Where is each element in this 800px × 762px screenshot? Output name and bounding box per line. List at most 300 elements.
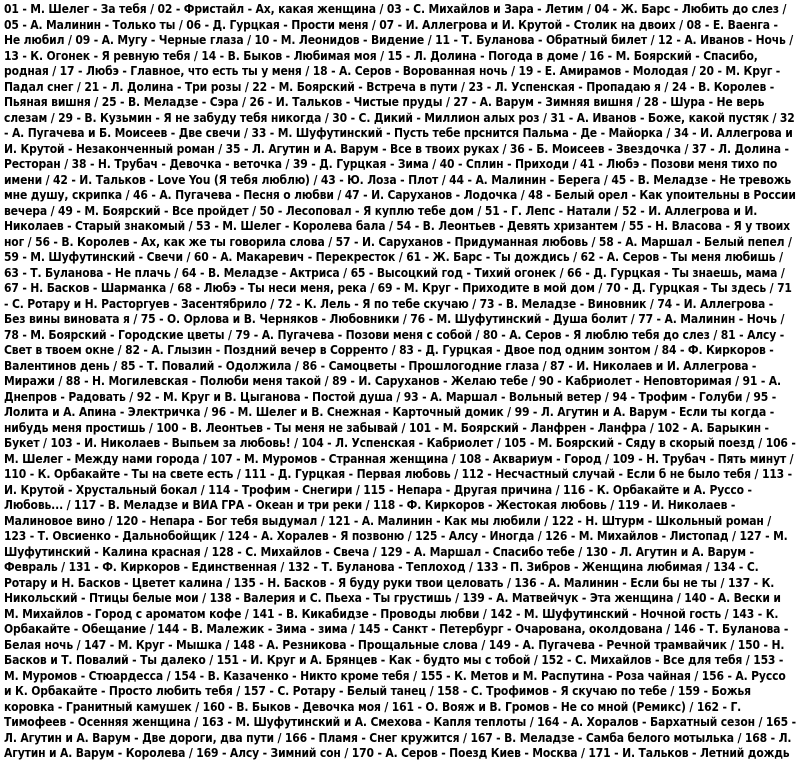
track-title: А. Мугу - Черные глаза	[101, 33, 244, 47]
track-number-separator: -	[643, 219, 656, 233]
track-item	[35, 235, 336, 249]
track-number-separator: -	[607, 544, 620, 559]
track-title: С. Ротару и Н. Басков - Цветет калина	[4, 560, 759, 590]
track-number-separator: -	[627, 389, 639, 404]
track-number: 163	[201, 715, 224, 729]
track-number-separator: -	[196, 668, 208, 683]
track-title: А. Малинин - Только ты	[30, 17, 176, 32]
track-item	[470, 731, 744, 745]
track-number: 84	[661, 343, 677, 357]
track-number-separator: -	[232, 451, 245, 466]
track-title: С. Ротару и Н. Расторгуев - Засентябрило	[11, 296, 267, 311]
track-number: 79	[235, 327, 251, 342]
track-number-separator: -	[210, 219, 223, 233]
track-separator: /	[766, 281, 778, 295]
track-title: В. Меладзе - Сэра	[127, 95, 239, 109]
track-number-separator: -	[595, 250, 607, 264]
track-item	[409, 421, 657, 435]
track-number: 148	[232, 637, 255, 652]
track-title: О. Орлова и В. Черняков - Любовники	[167, 312, 400, 326]
track-separator: /	[442, 95, 454, 109]
track-item	[301, 436, 504, 450]
track-number: 23	[468, 79, 484, 94]
track-number: 166	[284, 730, 307, 745]
track-number-separator: -	[706, 591, 718, 605]
track-number-separator: -	[424, 312, 437, 326]
track-title: А. Серов - Поезд Киев - Москва	[385, 746, 578, 760]
track-title: А. Маршал - Белый пепел	[625, 234, 785, 249]
track-separator: /	[57, 560, 69, 574]
track-number-separator: -	[249, 529, 261, 543]
track-separator: /	[721, 606, 733, 621]
track-number-separator: -	[402, 48, 414, 63]
track-number-separator: -	[626, 172, 638, 187]
track-separator: /	[750, 467, 762, 481]
track-number: 27	[453, 95, 469, 109]
track-separator: /	[376, 48, 388, 63]
track-separator: /	[754, 436, 766, 450]
track-title: И. Крутой - Хрустальный бокал	[4, 482, 198, 497]
track-separator: /	[47, 203, 59, 218]
track-item	[378, 281, 606, 295]
track-number: 78	[4, 327, 19, 342]
track-title: П. Зибров - Женщина любимая	[510, 560, 703, 574]
track-separator: /	[728, 529, 740, 543]
track-number: 149	[488, 637, 511, 652]
track-separator: /	[468, 296, 480, 311]
track-title: Алсу - Свет в твоем окне	[4, 327, 785, 357]
track-number-separator: -	[274, 203, 286, 218]
track-number-separator: -	[266, 467, 278, 481]
track-title: В. Быков - Девочка моя	[236, 699, 381, 714]
track-title: Д. Гурцкая - Прости меня	[212, 17, 369, 32]
track-number-separator: -	[468, 95, 480, 109]
track-number-separator: -	[90, 560, 103, 574]
track-number-separator: -	[224, 699, 237, 714]
track-separator: /	[339, 265, 351, 280]
track-number: 77	[638, 312, 653, 326]
track-separator: /	[48, 64, 60, 78]
track-title: Т. Овсиенко - Дальнобойщик	[37, 529, 217, 543]
track-number-separator: -	[735, 560, 747, 574]
track-number-separator: -	[4, 126, 12, 140]
track-title: В. Быков - Любимая моя	[227, 48, 377, 63]
track-number-separator: -	[350, 234, 362, 249]
track-number: 119	[617, 498, 640, 512]
track-title: И. Аллегрова и И. Крутой - Незаконченный роман	[4, 126, 793, 156]
track-title: Лолита и А. Апина - Электричка	[4, 405, 201, 419]
track-item	[121, 359, 303, 373]
track-number: 16	[589, 48, 605, 63]
track-title: И. Саруханов - Придуманная любовь	[361, 234, 588, 249]
track-number-separator: -	[347, 110, 359, 125]
track-number-separator: -	[265, 684, 278, 698]
track-separator: /	[347, 622, 359, 636]
track-title: И. Круг и А. Брянцев - Как - будто мы с тобой	[250, 653, 531, 667]
track-title: А. Малинин - Берега	[475, 172, 601, 187]
track-number-separator: -	[385, 482, 397, 497]
track-number-separator: -	[437, 529, 449, 543]
track-number-separator: -	[335, 172, 348, 187]
track-number: 165	[765, 715, 789, 729]
track-separator: /	[742, 653, 754, 667]
track-number: 104	[301, 436, 324, 450]
track-number: 65	[350, 265, 366, 280]
track-separator: /	[182, 250, 194, 264]
track-number: 29	[58, 110, 73, 125]
track-number: 129	[380, 544, 403, 559]
track-title: К. Лель - Я по тебе скучаю	[303, 296, 469, 311]
track-number: 09	[75, 33, 91, 47]
track-number-separator: -	[639, 498, 652, 512]
track-number: 12	[658, 33, 673, 47]
track-number: 116	[563, 482, 586, 497]
track-separator: /	[243, 33, 255, 47]
track-separator: /	[233, 467, 245, 481]
track-number: 131	[68, 560, 91, 574]
track-item	[594, 2, 786, 16]
track-title: Д. Гурцкая - Ты здесь	[632, 281, 767, 295]
track-number: 153	[753, 653, 776, 667]
track-item	[380, 545, 585, 559]
track-number-separator: -	[191, 281, 204, 295]
track-item	[396, 219, 629, 233]
track-number: 107	[210, 451, 233, 466]
track-item	[332, 374, 539, 388]
track-item	[116, 514, 328, 528]
track-number: 20	[699, 64, 714, 78]
track-item	[453, 95, 644, 109]
track-separator: /	[526, 715, 538, 729]
track-number-separator: -	[240, 141, 252, 156]
track-separator: /	[114, 343, 126, 357]
track-separator: /	[47, 110, 59, 125]
track-number-separator: -	[317, 358, 329, 373]
track-number: 39	[292, 157, 308, 171]
track-number: 112	[461, 467, 484, 481]
track-separator: /	[477, 637, 489, 652]
track-title: С. Дикий - Миллион алых роз	[358, 110, 540, 125]
track-title: Кабриолет - Неповторимая	[565, 374, 732, 388]
track-item	[352, 746, 589, 760]
track-title: К. Никольский - Птицы белые мои	[4, 575, 775, 605]
track-item	[4, 266, 182, 280]
track-number-separator: -	[672, 33, 685, 47]
track-title: М. Шуфутинский - Ночной гость	[523, 606, 722, 621]
track-title: Непара - Другая причина	[396, 482, 553, 497]
track-number: 168	[744, 730, 768, 745]
track-item	[125, 343, 399, 357]
track-title: В. Казаченко - Никто кроме тебя	[207, 668, 410, 683]
track-number-separator: -	[26, 529, 38, 543]
track-item	[485, 204, 622, 218]
track-number-separator: -	[49, 234, 62, 249]
track-title: А. Малинин - Если бы не ты	[548, 575, 717, 590]
track-number: 102	[657, 420, 680, 435]
track-separator: /	[646, 420, 658, 435]
track-title: И. Аллегрова и И. Крутой - Столик на двоих	[405, 17, 676, 32]
track-title: М. Круг - Падал снег	[4, 64, 781, 94]
track-number-separator: -	[497, 327, 510, 342]
track-number: 103	[50, 436, 73, 450]
track-item	[288, 560, 477, 574]
track-number: 145	[358, 622, 381, 636]
track-number-separator: -	[309, 560, 322, 574]
track-title: К. Орбакайте - Ты на свете есть	[37, 467, 234, 481]
track-number: 151	[216, 653, 239, 667]
track-separator: /	[459, 730, 471, 745]
track-number: 96	[211, 405, 227, 419]
track-title: О. Вояж и В. Громов - Не со мной (Ремикс)	[425, 699, 686, 714]
track-number: 100	[156, 420, 179, 435]
track-title: М. Леонидов - Видение	[280, 33, 425, 47]
track-separator: /	[90, 95, 102, 109]
track-number-separator: -	[238, 653, 251, 667]
track-number: 117	[74, 498, 97, 512]
track-number-separator: -	[634, 451, 647, 466]
track-number-separator: -	[264, 95, 276, 109]
track-number-separator: -	[266, 126, 278, 140]
track-title: М. Круг - Мышка	[117, 637, 222, 652]
track-title: И. Николаев и И. Аллегрова - Миражи	[4, 358, 757, 388]
track-separator: /	[646, 296, 658, 311]
track-number: 17	[59, 64, 75, 78]
track-number-separator: -	[18, 2, 31, 16]
track-title: Н. Басков - Я буду руки твои целовать	[267, 575, 504, 590]
track-separator: /	[301, 64, 313, 78]
track-item	[157, 622, 358, 636]
track-separator: /	[768, 110, 780, 125]
track-number-separator: -	[676, 343, 688, 357]
track-number-separator: -	[431, 420, 443, 435]
track-title: М. Муромов - Стюардесса	[4, 668, 163, 683]
track-number: 122	[551, 513, 574, 528]
track-title: Ж. Барс - Ты дождись	[432, 250, 570, 264]
track-title: А. Маршал - Вольный ветер	[430, 389, 602, 404]
track-number: 93	[403, 389, 419, 404]
track-separator: /	[742, 389, 754, 404]
track-number: 68	[177, 281, 192, 295]
track-item	[196, 219, 396, 233]
track-item	[581, 250, 783, 264]
track-separator: /	[266, 296, 278, 311]
track-title: М. Боярский - Встреча в пути	[278, 79, 458, 94]
track-title: А. Глызин - Поздний вечер в Сорренто	[151, 343, 389, 357]
track-title: Н. Трубач - Девочка - веточка	[97, 157, 282, 171]
track-item	[174, 669, 421, 683]
track-number: 136	[514, 575, 537, 590]
track-title: Алсу - Иногда	[448, 529, 535, 543]
track-item	[249, 95, 453, 109]
track-number: 108	[459, 451, 482, 466]
track-item	[177, 281, 377, 295]
track-separator: /	[200, 405, 212, 419]
track-number-separator: -	[563, 653, 575, 667]
track-number: 47	[344, 188, 360, 202]
track-title: Т. Буланова - Белая ночь	[4, 622, 789, 652]
track-number: 113	[761, 467, 785, 481]
track-separator: /	[503, 405, 515, 419]
track-number: 127	[739, 529, 762, 543]
track-separator: /	[24, 234, 36, 249]
track-number: 170	[351, 746, 374, 760]
track-separator: /	[498, 141, 510, 156]
track-number: 95	[753, 389, 769, 404]
track-separator: /	[369, 544, 381, 559]
track-item	[84, 638, 233, 652]
track-number-separator: -	[172, 2, 184, 16]
track-separator: /	[145, 420, 157, 435]
track-number-separator: -	[74, 64, 86, 78]
track-number-separator: -	[411, 219, 423, 233]
track-number: 06	[186, 17, 201, 32]
track-item	[313, 64, 519, 78]
track-title: В. Кикабидзе - Проводы любви	[285, 606, 480, 621]
track-number: 41	[580, 157, 595, 171]
track-number: 99	[514, 405, 530, 419]
track-title: Л. Долина - Ресторан	[4, 141, 789, 171]
track-number-separator: -	[233, 544, 246, 559]
track-separator: /	[385, 219, 397, 233]
track-item	[252, 607, 490, 621]
track-item	[552, 514, 771, 528]
track-item	[435, 33, 658, 47]
track-number-separator: -	[208, 250, 221, 264]
track-number-separator: -	[231, 591, 244, 605]
track-number-separator: -	[706, 141, 719, 156]
track-title: Б. Моисеев - Звездочка	[536, 141, 681, 156]
track-title: И. Саруханов - Желаю тебе	[358, 374, 528, 388]
track-item	[50, 436, 301, 450]
track-item	[182, 266, 351, 280]
track-number: 133	[476, 560, 499, 574]
track-separator: /	[754, 715, 766, 729]
track-separator: /	[397, 420, 409, 435]
track-number: 135	[233, 575, 256, 590]
track-number-separator: -	[18, 265, 31, 280]
track-number-separator: -	[510, 637, 523, 652]
track-number-separator: -	[533, 64, 545, 78]
track-separator: /	[777, 265, 785, 280]
track-number: 67	[4, 281, 19, 295]
track-number-separator: -	[72, 203, 85, 218]
track-number-separator: -	[604, 48, 616, 63]
track-title: М. Круг и В. Цыганова - Постой душа	[162, 389, 393, 404]
track-separator: /	[503, 575, 515, 590]
track-separator: /	[517, 188, 529, 202]
track-number: 25	[101, 95, 117, 109]
track-item	[351, 266, 567, 280]
track-separator: /	[600, 172, 612, 187]
track-item	[392, 700, 697, 714]
track-item	[255, 33, 436, 47]
track-number: 157	[243, 684, 266, 698]
track-number-separator: -	[226, 405, 238, 419]
track-item	[332, 111, 550, 125]
track-separator: /	[450, 467, 462, 481]
track-number: 57	[335, 234, 351, 249]
track-separator: /	[479, 606, 491, 621]
track-title: А. Маршал - Спасибо тебе	[413, 544, 575, 559]
track-separator: /	[122, 188, 134, 202]
track-number-separator: -	[585, 482, 597, 497]
track-item	[537, 715, 766, 729]
track-number-separator: -	[255, 637, 267, 652]
track-number-separator: -	[652, 312, 665, 326]
track-item	[58, 111, 332, 125]
track-separator: /	[42, 172, 54, 187]
track-item	[321, 173, 449, 187]
track-item	[4, 328, 235, 342]
track-title: А. Хоралов - Бархатный сезон	[570, 715, 755, 729]
track-title: Н. Басков и Т. Повалий - Ты далеко	[4, 637, 785, 667]
track-item	[449, 173, 611, 187]
track-item	[4, 467, 244, 481]
track-separator: /	[587, 234, 599, 249]
track-item	[420, 669, 701, 683]
track-number: 164	[537, 715, 560, 729]
track-number: 40	[439, 157, 455, 171]
track-number: 91	[742, 374, 758, 388]
track-separator: /	[601, 389, 613, 404]
track-separator: /	[675, 17, 687, 32]
track-number-separator: -	[151, 389, 163, 404]
track-separator: /	[395, 250, 407, 264]
track-number-separator: -	[250, 327, 262, 342]
track-item	[211, 405, 514, 419]
track-item	[302, 359, 550, 373]
track-number: 58	[598, 234, 614, 249]
track-number-separator: -	[255, 575, 268, 590]
track-number: 162	[696, 699, 719, 714]
track-item	[462, 467, 762, 481]
track-number-separator: -	[4, 296, 12, 311]
track-title: Самоцветы - Прошлогодние глаза	[328, 358, 539, 373]
track-number: 72	[277, 296, 293, 311]
track-number: 42	[53, 172, 68, 187]
track-title: И. Саруханов - Лодочка	[371, 188, 518, 202]
track-item	[489, 638, 738, 652]
track-separator: /	[190, 715, 202, 729]
track-title: К. Орбакайте и А. Руссо - Любовь...	[4, 482, 752, 512]
track-separator: /	[125, 389, 137, 404]
track-title: В. Королев - Ах, как же ты говорила слова	[61, 234, 325, 249]
track-title: А. Иванов - Боже, какой пустяк	[576, 110, 769, 125]
track-title: М. Муромов - Странная женщина	[244, 451, 449, 466]
track-number-separator: -	[200, 17, 213, 32]
track-number: 132	[287, 560, 310, 574]
track-separator: /	[175, 17, 187, 32]
track-item	[606, 281, 777, 295]
track-separator: /	[424, 33, 436, 47]
track-number: 83	[399, 343, 414, 357]
track-number-separator: -	[718, 699, 731, 714]
track-number: 159	[677, 684, 700, 698]
track-number: 18	[312, 64, 328, 78]
track-title: Сплин - Приходи	[465, 157, 569, 171]
track-number: 36	[509, 141, 525, 156]
track-title: Н. Могилевская - Полюби меня такой	[92, 374, 322, 388]
track-item	[53, 173, 321, 187]
track-separator: /	[109, 358, 121, 373]
track-separator: /	[610, 203, 622, 218]
track-item	[212, 545, 381, 559]
track-item	[227, 529, 415, 543]
track-number-separator: -	[96, 498, 108, 512]
track-title: М. Шелег - Королева бала	[222, 219, 386, 233]
track-title: Т. Повалий - Одолжила	[146, 358, 292, 373]
track-number-separator: -	[18, 327, 31, 342]
